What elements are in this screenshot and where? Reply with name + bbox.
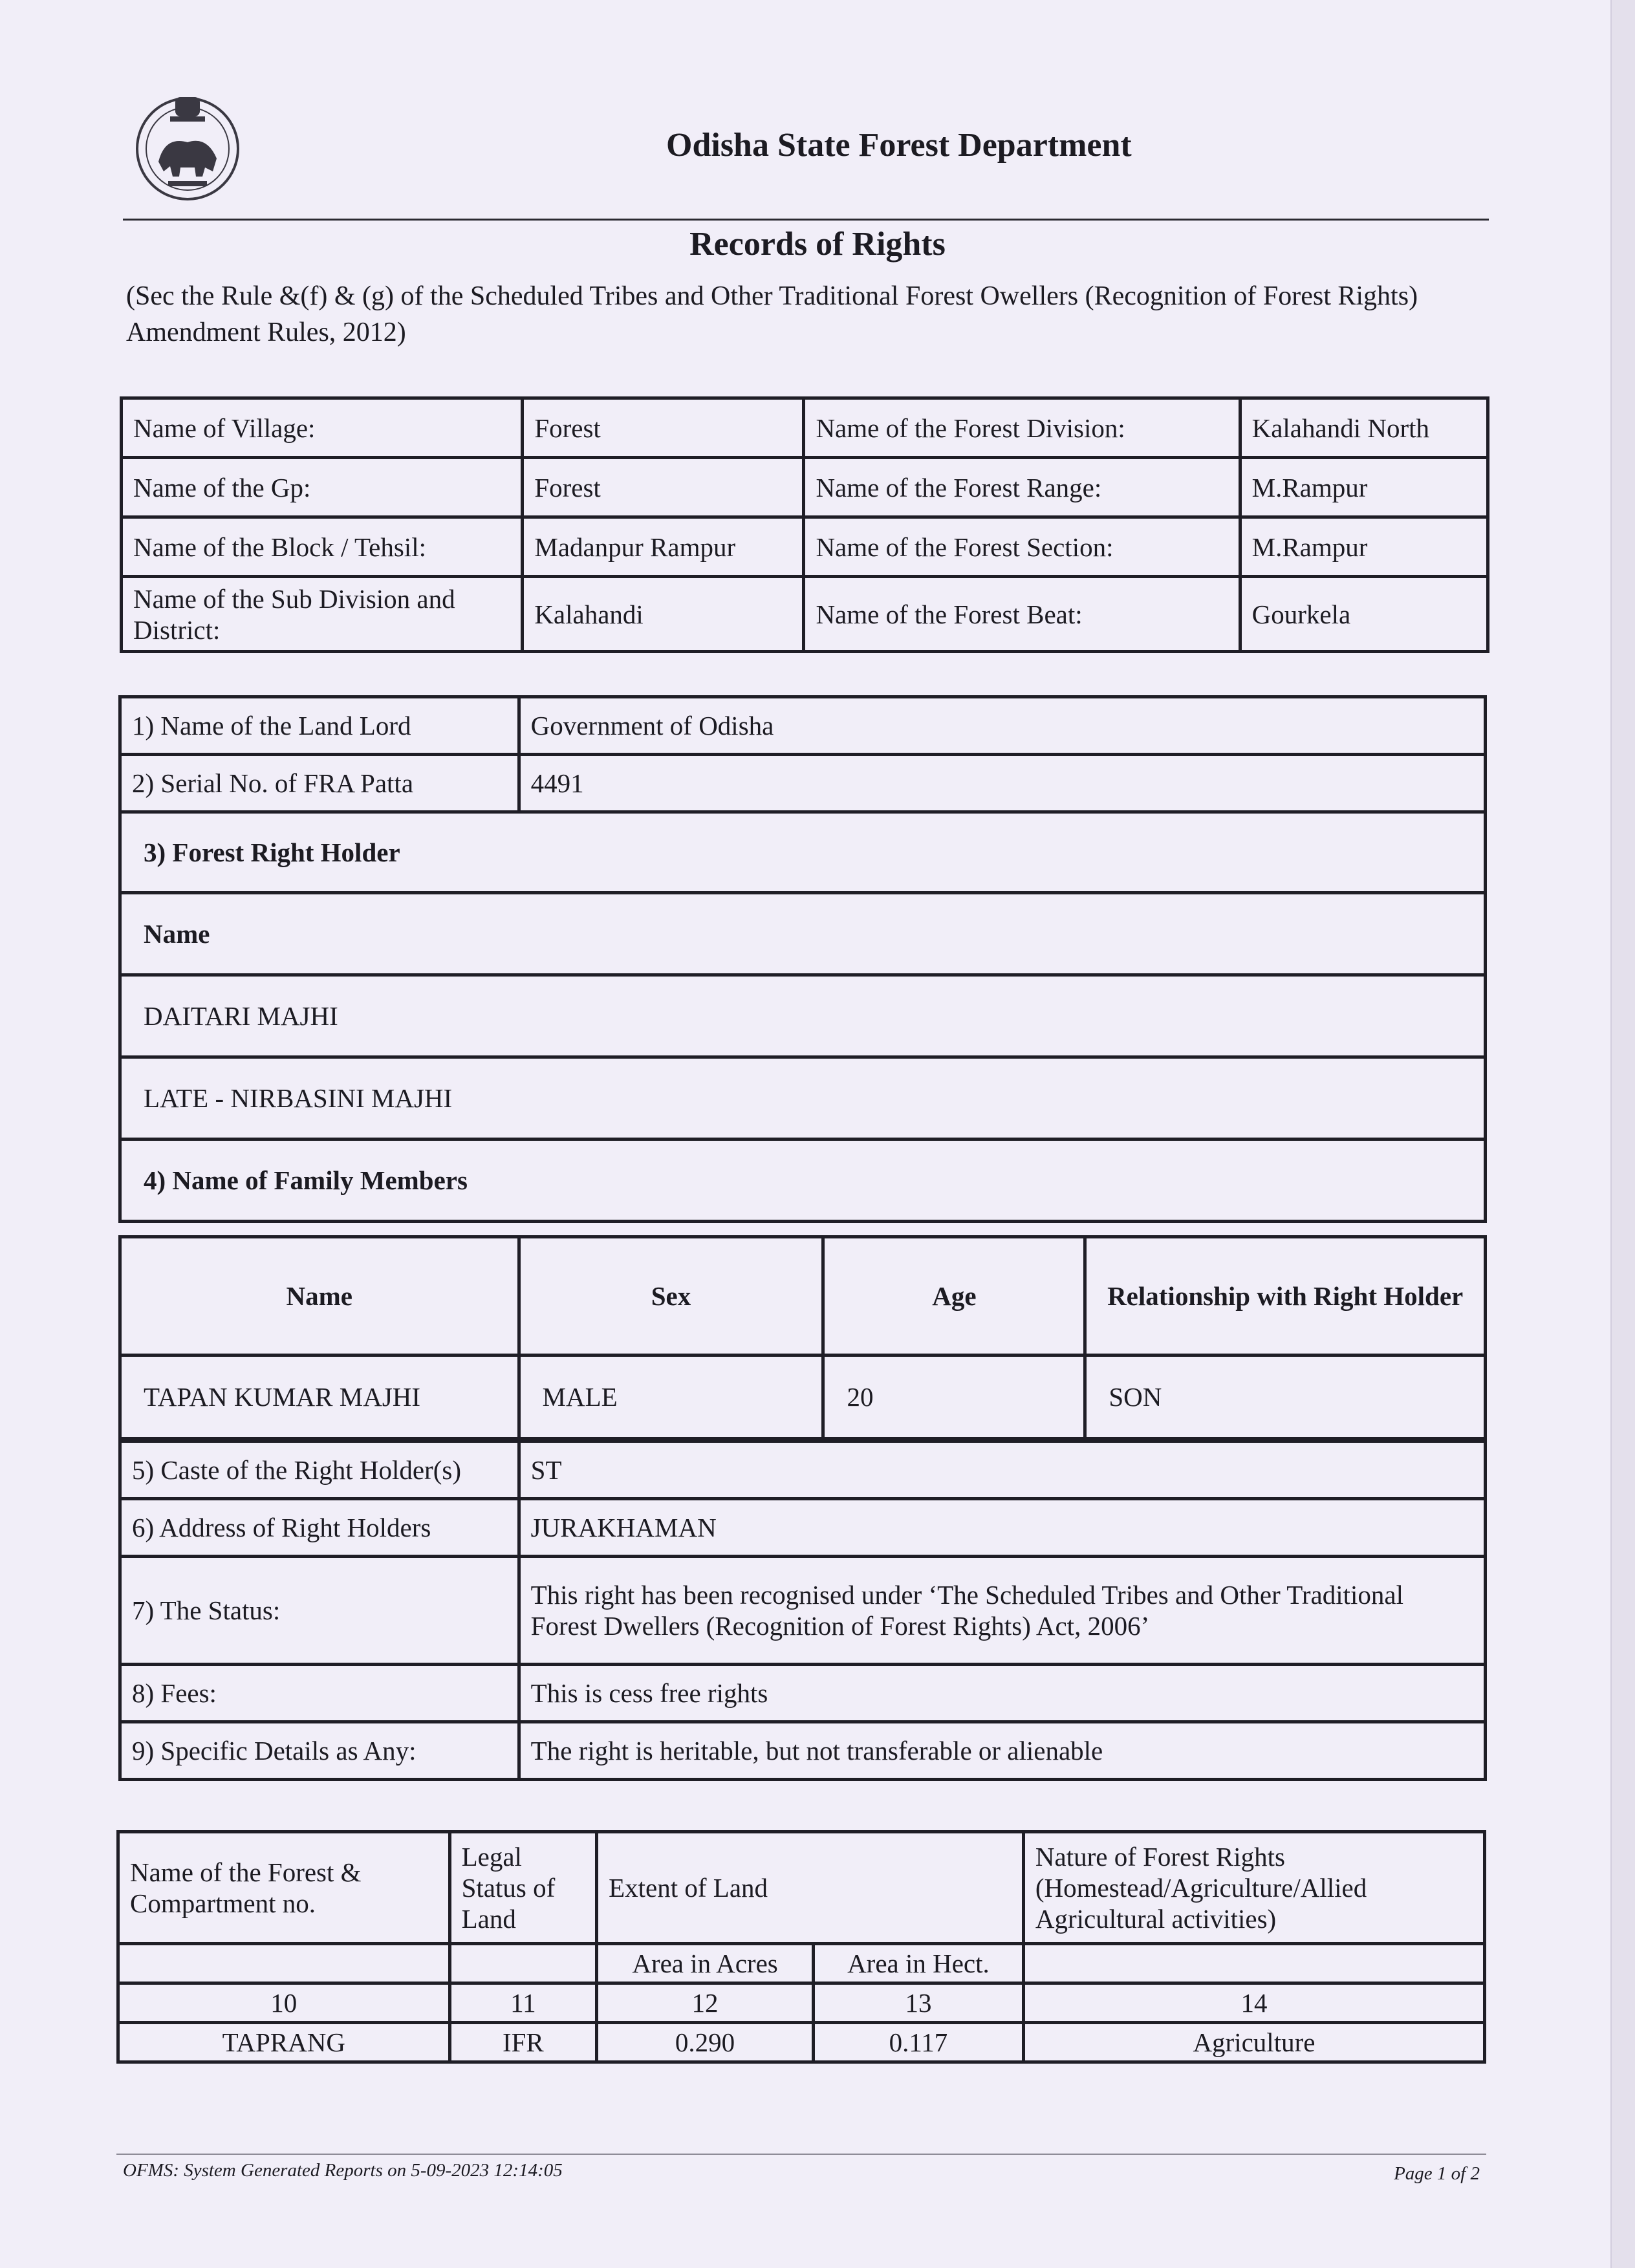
division-value: Kalahandi North [1240,398,1488,458]
land-sub-acres: Area in Acres [597,1944,814,1983]
family-member-row [120,1355,1486,1439]
land-forest: TAPRANG [118,2023,450,2062]
address-label: 6) Address of Right Holders [120,1499,519,1557]
division-label: Name of the Forest Division: [804,398,1240,458]
land-row [118,2023,1485,2062]
landlord-value: Government of Odisha [519,697,1485,755]
address-value: JURAKHAMAN [519,1499,1485,1557]
village-label: Name of Village: [122,398,523,458]
status-label: 7) The Status: [120,1557,519,1665]
holder-heading: 3) Forest Right Holder [120,812,1486,893]
department-title: Odisha State Forest Department [666,127,1132,164]
rights-table [118,695,1487,1223]
land-col-nature: Nature of Forest Rights (Homestead/Agriculture/Allied Agricultural activities) [1023,1832,1484,1944]
fees-label: 8) Fees: [120,1665,519,1722]
caste-value: ST [519,1442,1485,1499]
caste-label: 5) Caste of the Right Holder(s) [120,1442,519,1499]
paper-edge [1610,0,1635,2268]
block-label: Name of the Block / Tehsil: [122,517,523,577]
subdivision-value: Kalahandi [523,577,804,652]
subdivision-label: Name of the Sub Division and District: [122,577,523,652]
state-emblem-icon [133,84,243,204]
land-table [116,1830,1486,2064]
beat-label: Name of the Forest Beat: [804,577,1240,652]
member-name: TAPAN KUMAR MAJHI [120,1355,519,1439]
rights-details-table [118,1440,1487,1781]
holder-name-heading: Name [120,893,1486,975]
holder-name: LATE - NIRBASINI MAJHI [120,1057,1486,1139]
status-value [519,1557,1485,1665]
beat-value: Gourkela [1240,577,1488,652]
village-value: Forest [523,398,804,458]
serial-label: 2) Serial No. of FRA Patta [120,755,519,812]
rule-reference: (Sec the Rule &(f) & (g) of the Scheduled Tribes and Other Traditional Forest Owellers (Recognition of Forest Rights) Amendment Rules, 2012) [126,281,1418,347]
page-number: Page 1 of 2 [1394,2163,1480,2184]
land-sub-hect: Area in Hect. [813,1944,1023,1983]
section-label: Name of the Forest Section: [804,517,1240,577]
range-value: M.Rampur [1240,458,1488,517]
block-value: Madanpur Rampur [523,517,804,577]
details-label: 9) Specific Details as Any: [120,1722,519,1780]
family-col-name: Name [120,1237,519,1355]
land-col-number: 13 [813,1983,1023,2023]
landlord-label: 1) Name of the Land Lord [120,697,519,755]
land-col-legal: Legal Status of Land [449,1832,597,1944]
section-value: M.Rampur [1240,517,1488,577]
land-col-number: 12 [597,1983,814,2023]
land-col-number: 11 [449,1983,597,2023]
land-col-extent: Extent of Land [597,1832,1024,1944]
location-table [120,396,1489,653]
land-col-number: 14 [1023,1983,1484,2023]
land-col-number: 10 [118,1983,450,2023]
member-sex: MALE [519,1355,823,1439]
status-line: Forest Dwellers (Recognition of Forest Rights) Act, 2006’ [530,1611,1150,1641]
range-label: Name of the Forest Range: [804,458,1240,517]
land-col-forest: Name of the Forest & Compartment no. [118,1832,450,1944]
member-age: 20 [823,1355,1085,1439]
gp-label: Name of the Gp: [122,458,523,517]
family-members-table [118,1235,1487,1440]
generated-timestamp: OFMS: System Generated Reports on 5-09-2023 12:14:05 [123,2160,563,2181]
family-col-relationship: Relationship with Right Holder [1085,1237,1486,1355]
land-nature: Agriculture [1023,2023,1484,2062]
family-col-age: Age [823,1237,1085,1355]
land-acres: 0.290 [597,2023,814,2062]
status-line: This right has been recognised under ‘The Scheduled Tribes and Other Traditional [530,1580,1404,1610]
header-divider [123,219,1489,221]
land-legal: IFR [449,2023,597,2062]
serial-value: 4491 [519,755,1485,812]
land-hect: 0.117 [813,2023,1023,2062]
document-title: Records of Rights [689,226,946,263]
family-heading: 4) Name of Family Members [120,1139,1486,1222]
details-value: The right is heritable, but not transferable or alienable [519,1722,1485,1780]
footer-divider [116,2154,1486,2155]
holder-name: DAITARI MAJHI [120,975,1486,1057]
fees-value: This is cess free rights [519,1665,1485,1722]
member-relationship: SON [1085,1355,1486,1439]
family-col-sex: Sex [519,1237,823,1355]
gp-value: Forest [523,458,804,517]
